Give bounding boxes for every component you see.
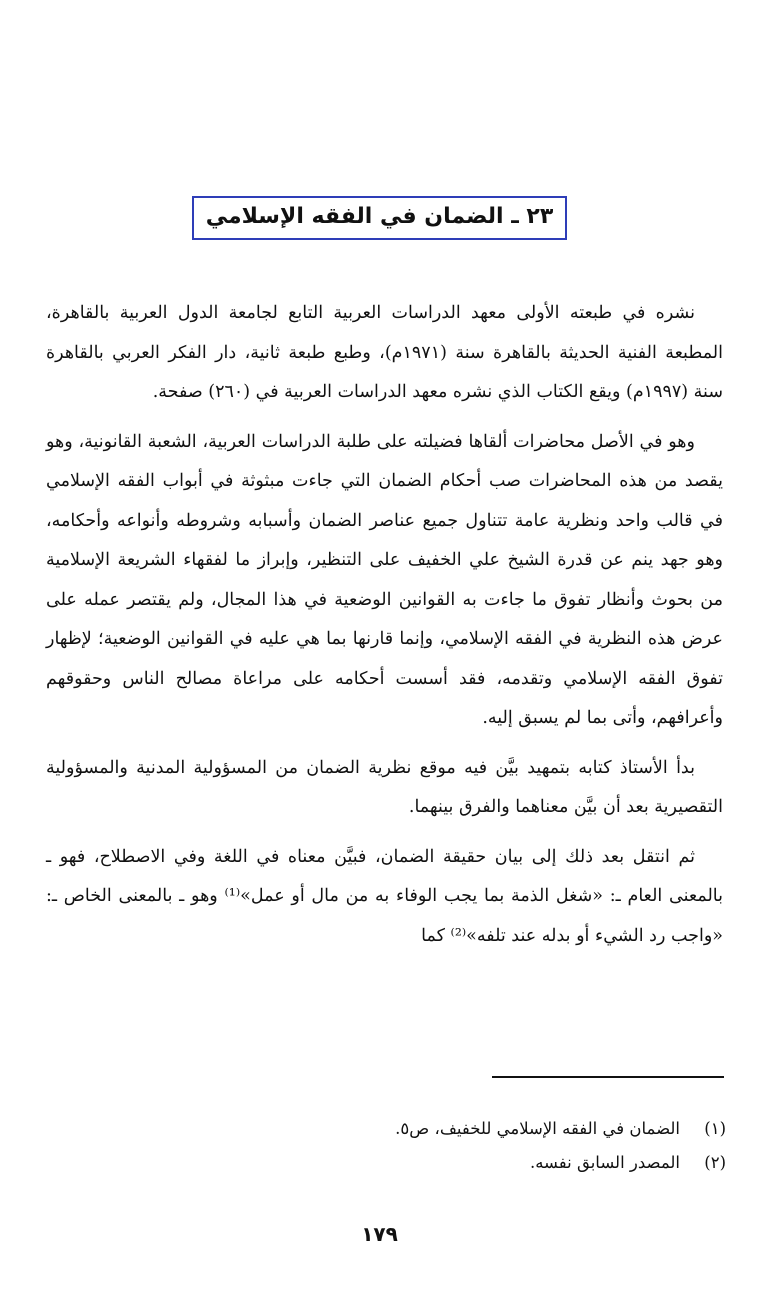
- footnote-separator: [492, 1076, 724, 1078]
- chapter-title: ٢٣ ـ الضمان في الفقه الإسلامي: [192, 196, 568, 240]
- footnote-2: [46, 1146, 726, 1180]
- footnote-text: المصدر السابق نفسه.: [529, 1153, 680, 1172]
- title-container: [0, 196, 759, 240]
- paragraph-2: وهو في الأصل محاضرات ألقاها فضيلته على طلبة الدراسات العربية، الشعبة القانونية، وهو يقصد من هذه المحاضرات صب أحكام الضمان التي جاءت مبثوثة في أبواب الفقه الإسلامي في قالب واحد ونظرية عامة تتناول جميع عناصر الضمان وأسبابه وشروطه وأنواعه وأحكامه، وهو جهد ينم عن قدرة الشيخ علي الخفيف على التنظير، وإبراز ما لفقهاء الشريعة الإسلامية من بحوث وأنظار تفوق ما جاءت به القوانين الوضعية في هذا المجال، ولم يقتصر عمله على عرض هذه النظرية في الفقه الإسلامي، وإنما قارنها بما هي عليه في القوانين الوضعية؛ لإظهار تفوق الفقه الإسلامي وتقدمه، فقد أسست أحكامه على مراعاة مصالح الناس وحقوقهم وأعرافهم، وأتى بما لم يسبق إليه.: [46, 431, 723, 728]
- body-text: [46, 294, 723, 966]
- footnote-number: (٢): [704, 1153, 726, 1172]
- footnote-number: (١): [704, 1119, 726, 1138]
- footnotes: [46, 1112, 726, 1180]
- footnote-text: الضمان في الفقه الإسلامي للخفيف، ص٥.: [395, 1119, 680, 1138]
- page-number: ١٧٩: [361, 1222, 398, 1246]
- paragraph-1: نشره في طبعته الأولى معهد الدراسات العربية التابع لجامعة الدول العربية بالقاهرة، المطبعة الفنية الحديثة بالقاهرة سنة (١٩٧١م)، وطبع طبعة ثانية، دار الفكر العربي بالقاهرة سنة (١٩٩٧م) ويقع الكتاب الذي نشره معهد الدراسات العربية في (٢٦٠) صفحة.: [46, 303, 724, 402]
- paragraph-3: بدأ الأستاذ كتابه بتمهيد بيَّن فيه موقع نظرية الضمان من المسؤولية المدنية والمسؤولية التقصيرية بعد أن بيَّن معناهما والفرق بينهما.: [46, 757, 723, 817]
- footnote-1: [46, 1112, 726, 1146]
- paragraph-4: ثم انتقل بعد ذلك إلى بيان حقيقة الضمان، فبيَّن معناه في اللغة وفي الاصطلاح، فهو ـ بالمعنى العام ـ: «شغل الذمة بما يجب الوفاء به من مال أو عمل»⁽¹⁾ وهو ـ بالمعنى الخاص ـ: «واجب رد الشيء أو بدله عند تلفه»⁽²⁾ كما: [46, 846, 723, 946]
